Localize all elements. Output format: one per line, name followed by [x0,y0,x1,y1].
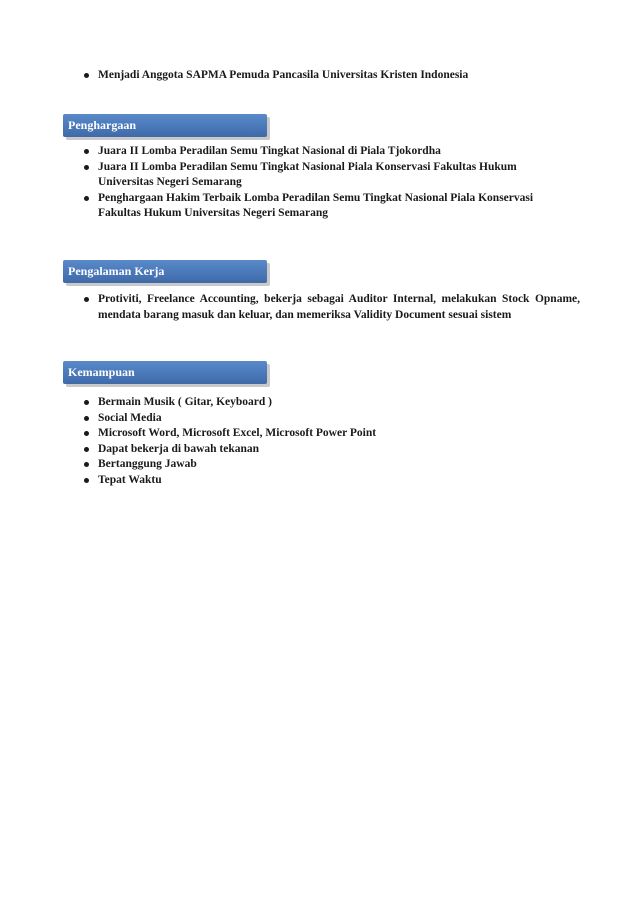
section-title: Penghargaan [68,118,137,132]
list-item: Social Media [84,411,580,427]
list-item: Juara II Lomba Peradilan Semu Tingkat Nasional Piala Konservasi Fakultas Hukum Universitas Negeri Semarang [84,160,570,191]
list-item: Protiviti, Freelance Accounting, bekerja sebagai Auditor Internal, melakukan Stock Opname, mendata barang masuk dan keluar, dan memeriksa Validity Document sesuai sistem [84,292,580,323]
section-header-kemampuan [63,361,267,384]
list-item: Dapat bekerja di bawah tekanan [84,442,580,458]
section-header-pengalaman-kerja [63,260,267,283]
section-title: Pengalaman Kerja [68,264,165,278]
kemampuan-list [84,395,580,488]
list-item: Bermain Musik ( Gitar, Keyboard ) [84,395,580,411]
section-header-penghargaan [63,114,267,137]
list-item: Tepat Waktu [84,473,580,489]
section-title: Kemampuan [68,365,135,379]
list-item: Penghargaan Hakim Terbaik Lomba Peradilan Semu Tingkat Nasional Piala Konservasi Fakultas Hukum Universitas Negeri Semarang [84,191,570,222]
penghargaan-list [84,144,570,222]
list-item: Microsoft Word, Microsoft Excel, Microsoft Power Point [84,426,580,442]
list-item: Bertanggung Jawab [84,457,580,473]
organization-list [84,68,580,84]
list-item: Juara II Lomba Peradilan Semu Tingkat Nasional di Piala Tjokordha [84,144,570,160]
pengalaman-kerja-list [84,292,580,323]
list-item: Menjadi Anggota SAPMA Pemuda Pancasila Universitas Kristen Indonesia [84,68,580,84]
